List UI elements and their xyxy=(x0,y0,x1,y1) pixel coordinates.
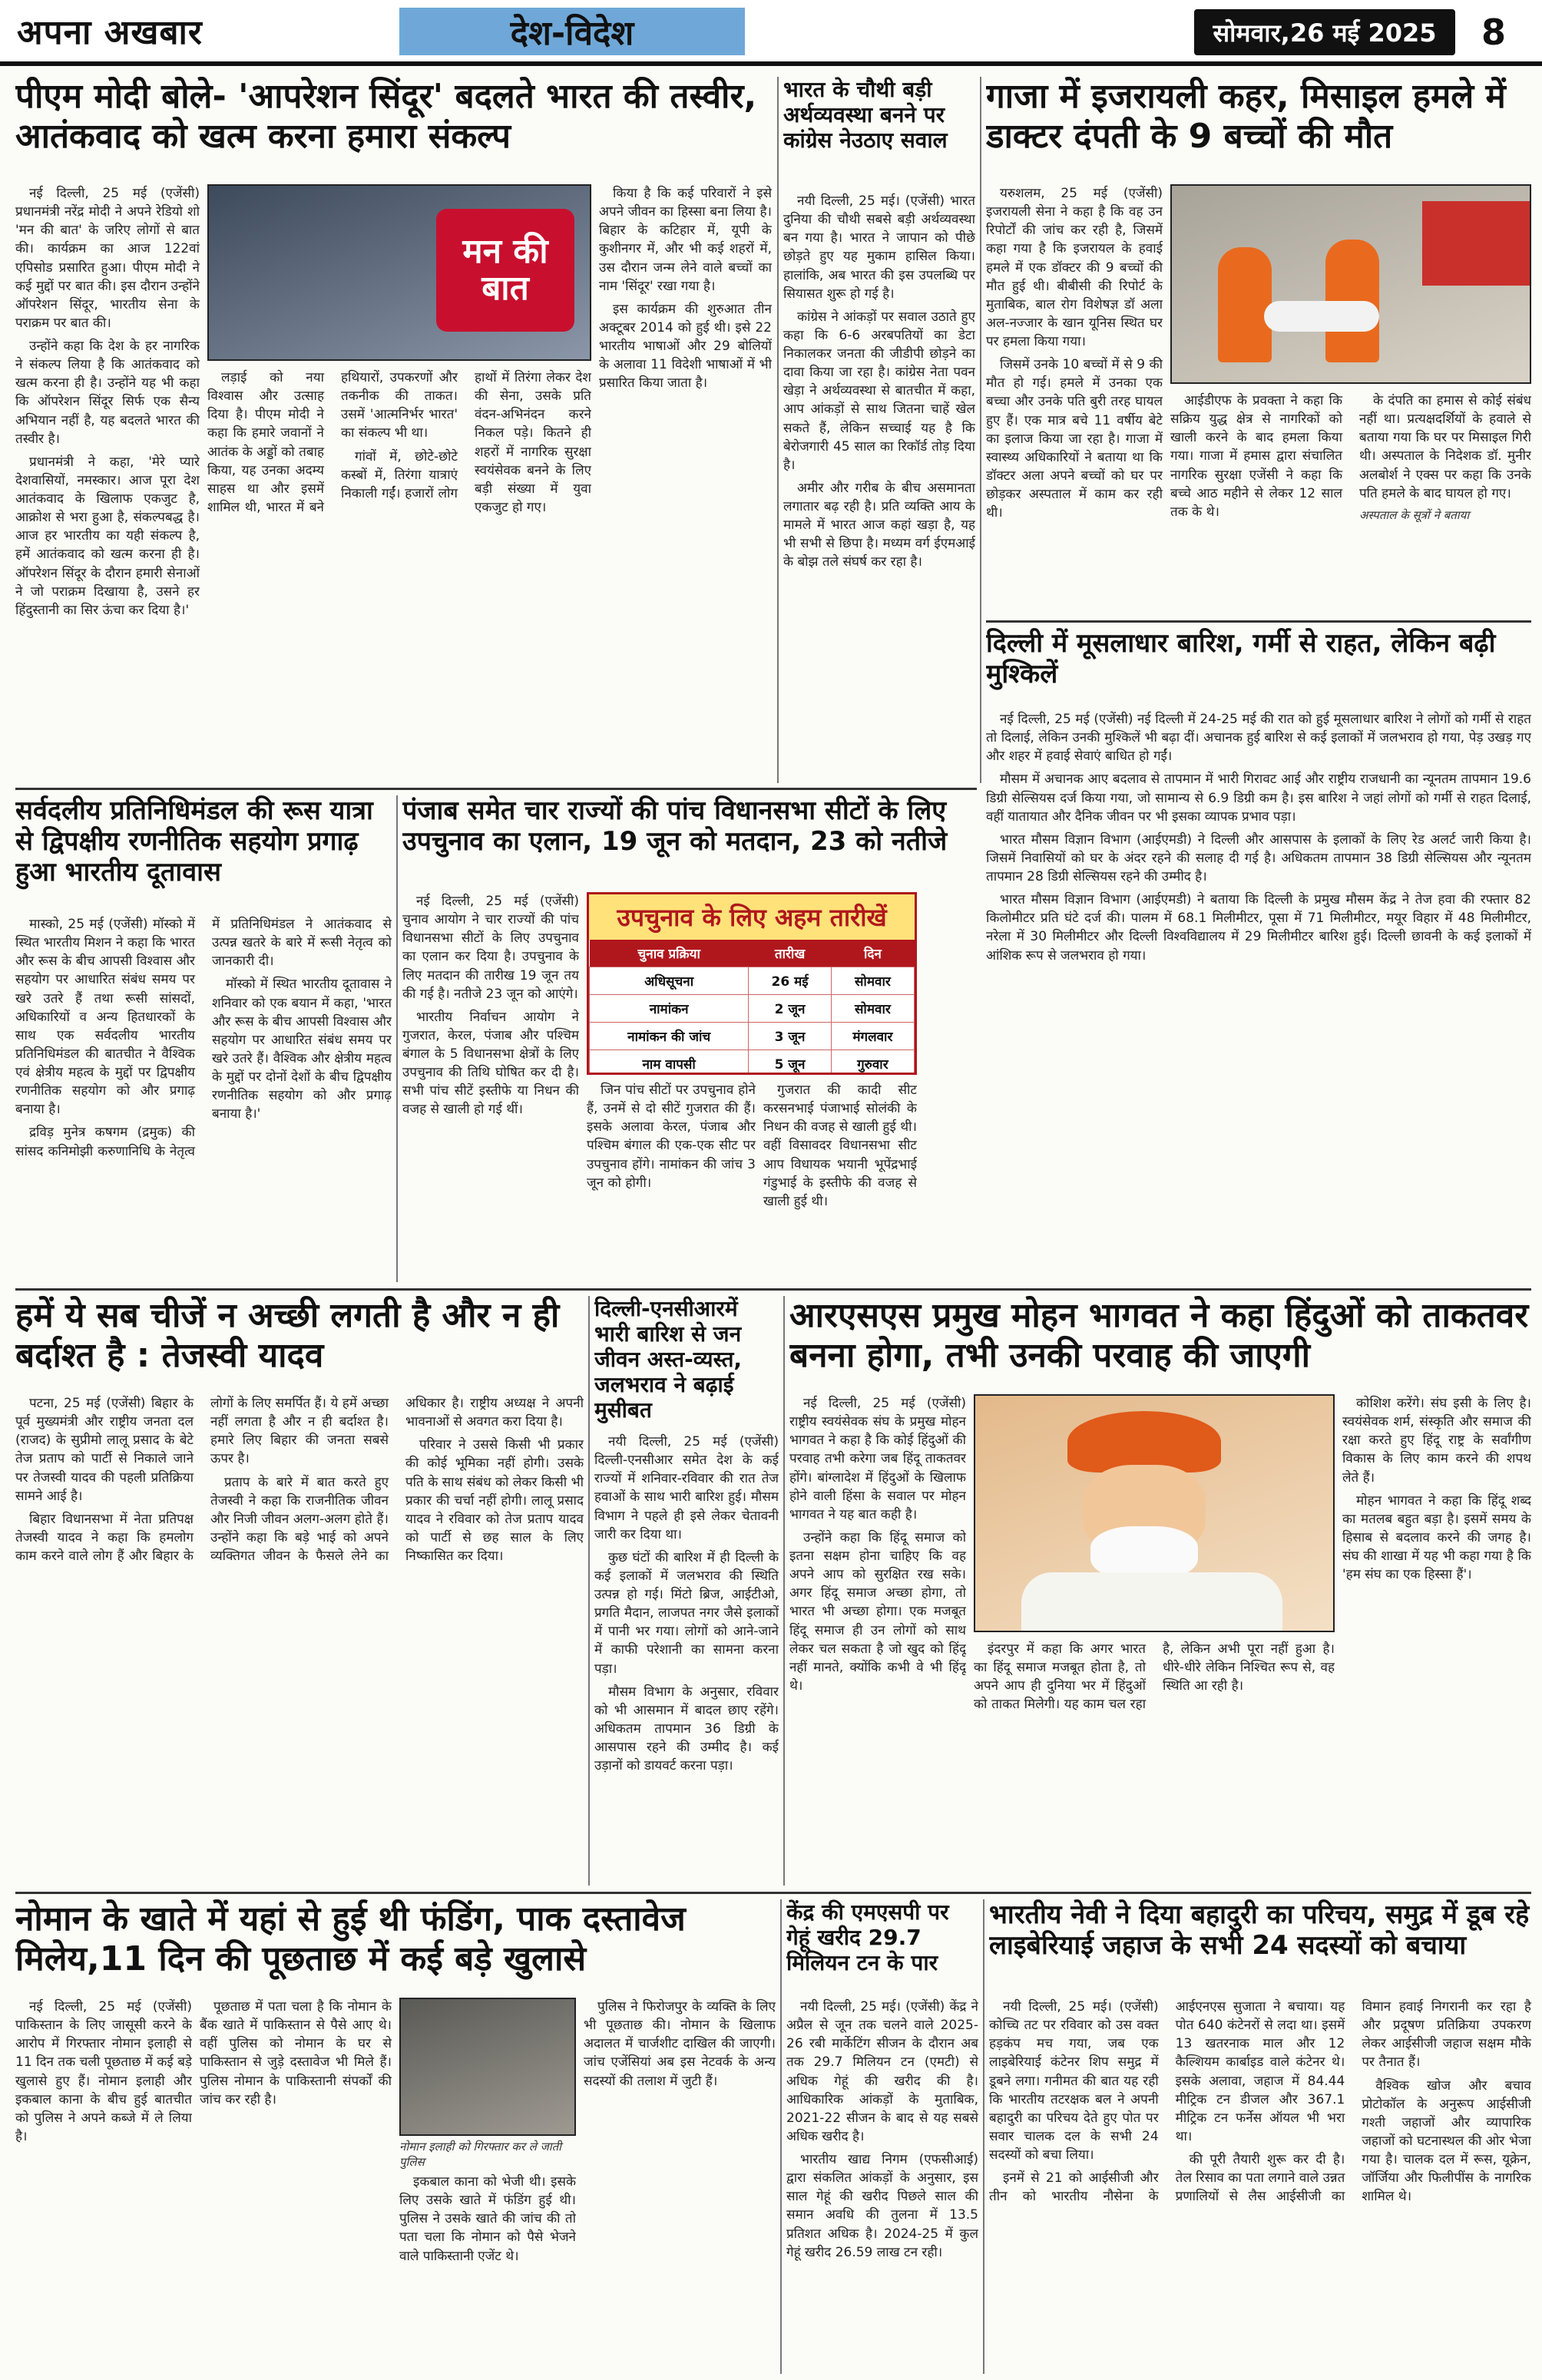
table-cell: 5 जून xyxy=(749,1050,831,1076)
bypoll-body-col2 xyxy=(587,1081,756,1282)
delhi-rain-body xyxy=(986,710,1531,1282)
economy-headline: भारत के चौथी बड़ी अर्थव्यवस्था बनने पर कांग्रेस नेउठाए सवाल xyxy=(783,77,948,154)
wheat-body xyxy=(786,1998,978,2374)
modi-para: उन्होंने कहा कि देश के हर नागरिक ने संकल्प लिया है कि आतंकवाद को खत्म करना ही है। उन्होंने यह भी कहा कि ऑपरेशन सिंदूर सिर्फ एक सैन्य अभियान नहीं है, यह बदलते भारत की तस्वीर है। xyxy=(15,339,200,447)
bhagwat-body-cols xyxy=(974,1640,1335,1886)
bypoll-para: नई दिल्ली, 25 मई (एजेंसी) चुनाव आयोग ने चार राज्यों की पांच विधानसभा सीटों के लिए उपचुनाव का एलान कर दिया है। उपचुनाव के लिए मतदान की तारीख 19 जून तय की गई है। नतीजे 23 जून को आएंगे। xyxy=(402,894,579,1002)
tejashwi-para: प्रताप के बारे में बात करते हुए तेजस्वी ने कहा कि राजनीतिक जीवन और निजी जीवन अलग-अलग होते हैं। उन्होंने कहा कि बड़े भाई को अपने व्यक्तिगत जीवन के फैसले लेने का अधिकार है। राष्ट्रीय अध्यक्ष ने अपनी भावनाओं से अवगत करा दिया है। xyxy=(210,1396,584,1564)
gaza-para: आईडीएफ के प्रवक्ता ने कहा कि सक्रिय युद्ध क्षेत्र से नागरिकों को खाली करने के बाद हमला किया गया। गाजा में हमास द्वारा संचालित नागरिक सुरक्षा एजेंसी ने कहा कि बच्चे आठ महीने से लेकर 12 साल तक के थे। xyxy=(1170,393,1342,520)
tejashwi-para: पटना, 25 मई (एजेंसी) बिहार के पूर्व मुख्यमंत्री और राष्ट्रीय जनता दल (राजद) के सुप्रीमो लालू प्रसाद के बेटे तेज प्रताप को पार्टी से निकाले जाने पर तेजस्वी यादव की पहली प्रतिक्रिया सामने आई है। xyxy=(15,1396,194,1504)
fire-truck xyxy=(1422,201,1530,286)
column-rule xyxy=(780,1899,782,2374)
navy-para: वैश्विक खोज और बचाव प्रोटोकॉल के अनुरूप आईसीजी गश्ती जहाजों और व्यापारिक जहाजों को घटनास्थल की ओर भेजा गया है। चालक दल में रूस, यूक्रेन, जॉर्जिया और फिलीपींस के नागरिक शामिल थे। xyxy=(1362,2078,1531,2205)
bhagwat-para: मोहन भागवत ने कहा कि हिंदू शब्द का मतलब बहुत बड़ा है। इसमें समय के हिसाब से बदलाव करने की जगह है। संघ की शाखा में यह भी कहा गया है कि 'हम संघ का एक हिस्सा हैं'। xyxy=(1342,1492,1531,1583)
modi-para: लड़ाई को नया विश्वास और उत्साह दिया है। पीएम मोदी ने कहा कि हमारे जवानों ने आतंक के अड्डों को तबाह किया, यह उनका अदम्य साहस था और इसमें शामिल थी, भारत में बने हथियारों, उपकरणों और तकनीक की ताकत। उसमें 'आत्मनिर्भर भारत' का संकल्प भी था। xyxy=(207,370,458,515)
delegation-para: मास्को, 25 मई (एजेंसी) मॉस्को में स्थित भारतीय मिशन ने कहा कि भारत और रूस के बीच आपसी विश्वास और सहयोग पर आधारित संबंध समय पर खरे उतरे हैं तथा रूसी सांसदों, अधिकारियों व अन्य हितधारकों के साथ एक सर्वदलीय भारतीय प्रतिनिधिमंडल की बातचीत ने वैश्विक एवं क्षेत्रीय महत्व के मुद्दों पर द्विपक्षीय रणनीतिक सहयोग को और प्रगाढ़ बनाया है। xyxy=(15,917,195,1118)
noman-headline: नोमान के खाते में यहां से हुई थी फंडिंग, पाक दस्तावेज मिलेय,11 दिन की पूछताछ में कई बड़े खुलासे xyxy=(15,1899,686,1978)
bhagwat-para: उन्होंने कहा कि हिंदू समाज को इतना सक्षम होना चाहिए कि वह अपने आप को सुरक्षित रख सके। अगर हिंदू समाज अच्छा होगा, तो भारत भी अच्छा होगा। एक मजबूत हिंदू समाज ही उन लोगों को साथ लेकर चल सकता है जो खुद को हिंदू नहीं मानते, क्योंकि कभी वे भी हिंदू थे। xyxy=(789,1529,966,1694)
table-cell: सोमवार xyxy=(831,967,914,995)
delhi-ncr-body xyxy=(594,1433,779,1886)
navy-para: नयी दिल्ली, 25 मई। (एजेंसी) कोच्चि तट पर रविवार को उस वक्त हड़कंप मच गया, जब एक लाइबेरियाई कंटेनर शिप समुद्र में डूबने लगा। गनीमत की बात यह रही कि भारतीय तटरक्षक बल ने अपनी बहादुरी का परिचय देते हुए पोत पर सवार चालक दल के सभी 24 सदस्यों को बचा लिया। xyxy=(989,1999,1159,2163)
modi-body-col4 xyxy=(599,184,772,783)
table-row xyxy=(590,1050,915,1076)
noman-body-col3 xyxy=(399,2173,576,2374)
table-cell: सोमवार xyxy=(831,995,914,1023)
election-dates-box xyxy=(587,892,917,1075)
noman-caption: नोमान इलाही को गिरफ्तार कर ले जाती पुलिस xyxy=(399,2140,562,2169)
column-rule xyxy=(983,1899,984,2374)
delhi-rain-para: मौसम में अचानक आए बदलाव से तापमान में भारी गिरावट आई और राष्ट्रीय राजधानी का न्यूनतम तापमान 19.6 डिग्री सेल्सियस दर्ज किया गया, जो सामान्य से 6.9 डिग्री कम है। इस बारिश ने जहां लोगों को गर्मी से राहत दिलाई, वहीं यातायात और दैनिक जीवन पर भी इसका व्यापक प्रभाव पड़ा। xyxy=(986,772,1531,825)
noman-para: पुलिस ने फिरोजपुर के व्यक्ति के लिए भी पूछताछ की। नोमान के खिलाफ अदालत में चार्जशीट दाखिल की जाएगी। जांच एजेंसियां अब इस नेटवर्क के अन्य सदस्यों की तलाश में जुटी हैं। xyxy=(584,1999,776,2089)
bypoll-body-col4 xyxy=(925,892,978,1282)
date-box: सोमवार,26 मई 2025 xyxy=(1194,9,1455,55)
bypoll-headline: पंजाब समेत चार राज्यों की पांच विधानसभा सीटों के लिए उपचुनाव का एलान, 19 जून को मतदान, 23 को नतीजे xyxy=(402,795,948,858)
navy-para: इनमें से 21 को आईसीजी और तीन को भारतीय नौसेना के आईएनएस सुजाता ने बचाया। यह पोत 640 कंटेनरों से लदा था। इसमें 13 खतरनाक माल और 12 कैल्शियम कार्बाइड वाले कंटेनर थे। इसके अलावा, जहाज में 84.44 मीट्रिक टन डीजल और 367.1 मीट्रिक टन फर्नेस ऑयल भी भरा था। xyxy=(989,1999,1345,2205)
table-cell: 26 मई xyxy=(749,967,831,995)
noman-photo xyxy=(399,1998,576,2136)
table-header-row xyxy=(590,940,915,967)
bypoll-para: गुजरात की कादी सीट करसनभाई पंजाभाई सोलंकी के निधन की वजह से खाली हुई थी। वहीं विसावदर विधानसभा सीट आप विधायक भयानी भूपेंद्रभाई गंडुभाई के इस्तीफे की वजह से खाली हुई थी। xyxy=(763,1083,917,1209)
tejashwi-para: परिवार ने उससे किसी भी प्रकार की कोई भूमिका नहीं होगी। उसके पति के साथ संबंध को लेकर किसी भी प्रकार की चर्चा नहीं होगी। लालू प्रसाद यादव ने रविवार को तेज प्रताप यादव को पार्टी से छह साल के लिए निष्कासित कर दिया। xyxy=(405,1437,584,1564)
bhagwat-para: कोशिश करेंगे। संघ इसी के लिए है। स्वयंसेवक शर्म, संस्कृति और समाज की रक्षा करते हुए हिंदू राष्ट्र के सर्वांगीण विकास के लिए काम करने की शपथ लेते हैं। xyxy=(1342,1396,1531,1486)
delegation-headline: सर्वदलीय प्रतिनिधिमंडल की रूस यात्रा से द्विपक्षीय रणनीतिक सहयोग प्रगाढ़ हुआ भारतीय दूतावास xyxy=(15,795,373,888)
bhagwat-para: नई दिल्ली, 25 मई (एजेंसी) राष्ट्रीय स्वयंसेवक संघ के प्रमुख मोहन भागवत ने कहा है कि कोई हिंदुओं की परवाह तभी करेगा जब हिंदू ताकतवर होंगे। बांग्लादेश में हिंदुओं के खिलाफ होने वाली हिंसा के सवाल पर मोहन भागवत ने यह बात कही है। xyxy=(789,1396,966,1522)
delegation-body xyxy=(15,915,392,1282)
section-tab: देश-विदेश xyxy=(399,8,745,55)
section-rule xyxy=(15,788,977,790)
table-header: चुनाव प्रक्रिया xyxy=(590,940,749,967)
table-header: दिन xyxy=(831,940,914,967)
economy-para: नयी दिल्ली, 25 मई। (एजेंसी) भारत दुनिया की चौथी सबसे बड़ी अर्थव्यवस्था बन गया है। भारत ने जापान को पीछे छोड़ते हुए यह मुकाम हासिल किया। हालांकि, अब भारत की इस उपलब्धि पर सियासत शुरू हो गई है। xyxy=(783,193,975,302)
modi-photo xyxy=(207,184,591,361)
modi-para: इस कार्यक्रम की शुरुआत तीन अक्टूबर 2014 को हुई थी। इसे 22 भारतीय भाषाओं और 29 बोलियों के अलावा 11 विदेशी भाषाओं में भी प्रसारित किया जाता है। xyxy=(599,301,772,392)
tejashwi-body xyxy=(15,1394,584,1886)
gaza-para: जिसमें उनके 10 बच्चों में से 9 की मौत हो गई। हमले में उनका एक बच्चा और उनके पति बुरी तरह घायल हुए हैं। एक मात्र बचे 11 वर्षीय बेटे का इलाज किया जा रहा है। गाजा में स्वास्थ्य अधिकारियों ने बताया था कि डॉक्टर अला अपने बच्चों को घर पर छोड़कर अस्पताल में काम कर रही थी। xyxy=(986,357,1163,521)
table-cell: नामांकन xyxy=(590,995,749,1023)
wheat-headline: केंद्र की एमएसपी पर गेहूं खरीद 29.7 मिलियन टन के पार xyxy=(786,1899,949,1976)
table-row xyxy=(590,1023,915,1050)
delhi-rain-para: नई दिल्ली, 25 मई (एजेंसी) नई दिल्ली में 24-25 मई की रात को हुई मूसलाधार बारिश ने लोगों को गर्मी से राहत तो दिलाई, लेकिन उनकी मुश्किलें भी बढ़ा दीं। अचानक हुई बारिश से कई इलाकों में जलभराव हो गया, पेड़ उखड़ गए और शहर में हवाई सेवाएं बाधित हो गईं। xyxy=(986,712,1531,765)
table-row xyxy=(590,995,915,1023)
gaza-para: यरुशलम, 25 मई (एजेंसी) इजरायली सेना ने कहा है कि वह उन रिपोर्टों की जांच कर रही है, जिसमें कहा गया है कि इजरायल के हवाई हमले में एक डॉक्टर की 9 बच्चों की मौत हुई थी। बीबीसी की रिपोर्ट के मुताबिक, बाल रोग विशेषज्ञ डॉ अला अल-नज्जार के खान यूनिस स्थित घर पर हमला किया गया। xyxy=(986,186,1163,349)
column-rule xyxy=(588,1296,590,1886)
election-dates-table xyxy=(589,940,915,1075)
gaza-caption: अस्पताल के सूत्रों ने बताया xyxy=(1359,507,1470,522)
section-rule xyxy=(15,1892,1531,1894)
modi-body-cols xyxy=(207,369,591,783)
table-cell: 3 जून xyxy=(749,1023,831,1050)
table-cell: मंगलवार xyxy=(831,1023,914,1050)
delhi-ncr-para: नयी दिल्ली, 25 मई (एजेंसी) दिल्ली-एनसीआर समेत देश के कई राज्यों में शनिवार-रविवार की रात तेज हवाओं के साथ भारी बारिश हुई। मौसम विभाग ने पहले ही इसे लेकर चेतावनी जारी कर दिया था। xyxy=(594,1434,779,1542)
bhagwat-body-col4 xyxy=(1342,1394,1531,1886)
gaza-body-col1 xyxy=(986,184,1163,614)
noman-body-col1 xyxy=(15,1998,192,2374)
navy-headline: भारतीय नेवी ने दिया बहादुरी का परिचय, समुद्र में डूब रहे लाइबेरियाई जहाज के सभी 24 सदस्यों को बचाया xyxy=(989,1899,1530,1962)
navy-para: की पूरी तैयारी शुरू कर दी है। तेल रिसाव का पता लगाने वाले उन्नत प्रणालियों से लैस आईसीजी का विमान हवाई निगरानी कर रहा है और प्रदूषण प्रतिक्रिया उपकरण लेकर आईसीजी जहाज सक्षम मौके पर तैनात हैं। xyxy=(1175,1999,1531,2205)
noman-para: नई दिल्ली, 25 मई (एजेंसी) पाकिस्तान के लिए जासूसी करने के आरोप में गिरफ्तार नोमान इलाही से 11 दिन तक चली पूछताछ में कई बड़े खुलासे हुए हैं। नोमान इलाही और इकबाल काना के बीच हुई बातचीत को पुलिस ने अपने कब्जे में ले लिया है। xyxy=(15,1999,192,2144)
tejashwi-headline: हमें ये सब चीजें न अच्छी लगती है और न ही बर्दाश्त है : तेजस्वी यादव xyxy=(15,1296,560,1375)
wheat-para: भारतीय खाद्य निगम (एफसीआई) द्वारा संकलित आंकड़ों के अनुसार, इस साल गेहूं की खरीद पिछले साल की समान अवधि की तुलना में 13.5 प्रतिशत अधिक है। 2024-25 में कुल गेहूं खरीद 26.59 लाख टन रही। xyxy=(786,2152,978,2260)
turban xyxy=(1067,1411,1221,1473)
modi-para: किया है कि कई परिवारों ने इसे अपने जीवन का हिस्सा बना लिया है। बिहार के कटिहार में, यूपी के कुशीनगर में, और भी कई शहरों में, उस दौरान जन्म लेने वाले बच्चों का नाम 'सिंदूर' रखा गया है। xyxy=(599,186,772,294)
economy-para: अमीर और गरीब के बीच असमानता लगातार बढ़ रही है। प्रति व्यक्ति आय के मामले में भारत आज कहां खड़ा है, यह भी सभी से छिपा है। मध्यम वर्ग ईएमआई के बोझ तले संघर्ष कर रहा है। xyxy=(783,480,975,570)
navy-body xyxy=(989,1998,1531,2374)
delhi-ncr-headline: दिल्ली-एनसीआरमें भारी बारिश से जन जीवन अस्त-व्यस्त, जलभराव ने बढ़ाई मुसीबत xyxy=(594,1296,743,1423)
bypoll-para: जिन पांच सीटों पर उपचुनाव होने हैं, उनमें से दो सीटें गुजरात की हैं। इसके अलावा केरल, पंजाब और पश्चिम बंगाल की एक-एक सीट पर उपचुनाव होंगे। नामांकन की जांच 3 जून को होगी। xyxy=(587,1083,756,1191)
mann-ki-baat-logo: मन की बात xyxy=(436,209,574,332)
delegation-para: द्रविड़ मुनेत्र कषगम (द्रमुक) की सांसद कनिमोझी करुणानिधि के नेतृत्व में प्रतिनिधिमंडल ने आतंकवाद से उत्पन्न खतरे के बारे में रूसी नेतृत्व को जानकारी दी। xyxy=(15,917,392,1159)
stretcher xyxy=(1264,301,1379,332)
table-cell: गुरुवार xyxy=(831,1050,914,1076)
page-number: 8 xyxy=(1481,12,1506,53)
section-rule xyxy=(15,1288,1531,1291)
gaza-headline: गाजा में इजरायली कहर, मिसाइल हमले में डाक्टर दंपती के 9 बच्चों की मौत xyxy=(986,77,1506,156)
delhi-ncr-para: मौसम विभाग के अनुसार, रविवार को भी आसमान में बादल छाए रहेंगे। अधिकतम तापमान 36 डिग्री के आसपास रहने की उम्मीद है। कई उड़ानों को डायवर्ट करना पड़ा। xyxy=(594,1684,779,1774)
modi-para: प्रधानमंत्री ने कहा, 'मेरे प्यारे देशवासियों, नमस्कार। आज पूरा देश आतंकवाद के खिलाफ एकजुट है, आक्रोश से भरा हुआ है, संकल्पबद्ध है। आज हर भारतीय का यही संकल्प है, हमें आतंकवाद को खत्म करना ही है। ऑपरेशन सिंदूर के दौरान हमारी सेनाओं ने जो पराक्रम दिखाया है, उसने हर हिंदुस्तानी का सिर ऊंचा कर दिया है।' xyxy=(15,454,200,618)
bhagwat-photo xyxy=(974,1394,1335,1632)
delhi-rain-headline: दिल्ली में मूसलाधार बारिश, गर्मी से राहत, लेकिन बढ़ी मुश्किलें xyxy=(986,628,1496,690)
modi-headline: पीएम मोदी बोले- 'आपरेशन सिंदूर' बदलते भारत की तस्वीर, आतंकवाद को खत्म करना हमारा संकल्प xyxy=(15,77,757,156)
bypoll-body-col1 xyxy=(402,892,579,1282)
column-rule xyxy=(777,77,779,783)
noman-para: पूछताछ में पता चला है कि नोमान के बैंक खाते में पाकिस्तान से पैसे आए थे। वहीं पुलिस को नोमान के घर से पाकिस्तान से जुड़े दस्तावेज भी मिले हैं। पुलिस नोमान के पाकिस्तानी संपर्कों की जांच कर रही है। xyxy=(200,1999,392,2107)
gaza-para: के दंपति का हमास से कोई संबंध नहीं था। प्रत्यक्षदर्शियों के हवाले से बताया गया कि घर पर मिसाइल गिरी थी। अस्पताल के निदेशक डॉ. मुनीर अलबोर्श ने एक्स पर कहा कि उनके पति हमले के बाद घायल हो गए। xyxy=(1359,393,1531,501)
kurta xyxy=(1021,1572,1282,1632)
modi-para: नई दिल्ली, 25 मई (एजेंसी) प्रधानमंत्री नरेंद्र मोदी ने अपने रेडियो शो 'मन की बात' के जरिए लोगों से बात की। कार्यक्रम का आज 122वां एपिसोड प्रसारित हुआ। पीएम मोदी ने कई मुद्दों पर बात की। इस दौरान उन्होंने ऑपरेशन सिंदूर, भारतीय सेना के पराक्रम पर बात की। xyxy=(15,186,200,331)
delhi-rain-para: भारत मौसम विज्ञान विभाग (आईएमडी) ने बताया कि दिल्ली के प्रमुख मौसम केंद्र ने तेज हवा की रफ्तार 82 किलोमीटर प्रति घंटे दर्ज की। पालम में 68.1 मिलीमीटर, पूसा में 71 मिलीमीटर, मयूर विहार में 48 मिलीमीटर, नरेला में 30 मिलीमीटर और दिल्ली विश्वविद्यालय में 29 मिलीमीटर बारिश हुई। दिल्ली छावनी के कई इलाकों में आंशिक रूप से जलभराव हो गया। xyxy=(986,892,1531,964)
delhi-rain-para: भारत मौसम विज्ञान विभाग (आईएमडी) ने दिल्ली और आसपास के इलाकों के लिए रेड अलर्ट जारी किया है। जिसमें निवासियों को घर के अंदर रहने की सलाह दी गई है। अधिकतम तापमान 38 डिग्री सेल्सियस और न्यूनतम तापमान 28 डिग्री सेल्सियस रहने की उम्मीद है। xyxy=(986,831,1531,884)
tejashwi-para: बिहार विधानसभा में नेता प्रतिपक्ष तेजस्वी यादव ने कहा कि हमलोग काम करने वाले लोग हैं और बिहार के लोगों के लिए समर्पित हैं। ये हमें अच्छा नहीं लगता है और न ही बर्दाश्त है। हमारे लिए बिहार की जनता सबसे ऊपर है। xyxy=(15,1396,389,1564)
rescue-worker xyxy=(1218,247,1272,362)
table-cell: नामांकन की जांच xyxy=(590,1023,749,1050)
noman-body-col4 xyxy=(584,1998,776,2374)
column-rule xyxy=(396,795,398,1282)
modi-body-col1 xyxy=(15,184,200,783)
delhi-ncr-para: कुछ घंटों की बारिश में ही दिल्ली के कई इलाकों में जलभराव की स्थिति उत्पन्न हो गई। मिंटो ब्रिज, आईटीओ, प्रगति मैदान, लाजपत नगर जैसे इलाकों में पानी भर गया। लोगों को आने-जाने में काफी परेशानी का सामना करना पड़ा। xyxy=(594,1549,779,1677)
economy-body xyxy=(783,192,975,783)
section-rule xyxy=(986,620,1531,623)
delegation-para: मॉस्को में स्थित भारतीय दूतावास ने शनिवार को एक बयान में कहा, 'भारत और रूस के बीच आपसी विश्वास और सहयोग पर आधारित संबंध समय पर खरे उतरे हैं। वैश्विक और क्षेत्रीय महत्व के मुद्दों पर दोनों देशों के बीच द्विपक्षीय रणनीतिक सहयोग को और प्रगाढ़ बनाया है।' xyxy=(212,977,392,1122)
column-rule xyxy=(980,77,981,783)
election-dates-title: उपचुनाव के लिए अहम तारीखें xyxy=(589,894,915,940)
table-cell: नाम वापसी xyxy=(590,1050,749,1076)
table-cell: अधिसूचना xyxy=(590,967,749,995)
noman-body-col2 xyxy=(200,1998,392,2374)
bhagwat-para: इंदरपुर में कहा कि अगर भारत का हिंदू समाज मजबूत होता है, तो अपने आप ही दुनिया भर में हिंदुओं को ताकत मिलेगी। यह काम चल रहा है, लेकिन अभी पूरा नहीं हुआ है। धीरे-धीरे लेकिन निश्चित रूप से, वह स्थिति आ रही है। xyxy=(974,1641,1335,1713)
modi-para: गांवों में, छोटे-छोटे कस्बों में, तिरंगा यात्राएं निकाली गईं। हजारों लोग हाथों में तिरंगा लेकर देश की सेना, उसके प्रति वंदन-अभिनंदन करने निकल पड़े। कितने ही शहरों में नागरिक सुरक्षा स्वयंसेवक बनने के लिए बड़ी संख्या में युवा एकजुट हो गए। xyxy=(341,370,591,515)
table-header: तारीख xyxy=(749,940,831,967)
bhagwat-body-col1 xyxy=(789,1394,966,1886)
table-cell: 2 जून xyxy=(749,995,831,1023)
wheat-para: नयी दिल्ली, 25 मई। (एजेंसी) केंद्र ने अप्रैल से जून तक चलने वाले 2025-26 रबी मार्केटिंग सीजन के दौरान अब तक 29.7 मिलियन टन (एमटी) से अधिक गेहूं की खरीद की है। आधिकारिक आंकड़ों के मुताबिक, 2021-22 सीजन के बाद से यह सबसे अधिक खरीद है। xyxy=(786,1999,978,2144)
paper-name: अपना अखबार xyxy=(17,13,203,52)
table-row xyxy=(590,967,915,995)
bypoll-body-col3 xyxy=(763,1081,917,1282)
noman-para: इकबाल काना को भेजी थी। इसके लिए उसके खाते में फंडिंग हुई थी। पुलिस ने उसके खाते की जांच की तो पता चला कि नोमान को पैसे भेजने वाले पाकिस्तानी एजेंट थे। xyxy=(399,2174,576,2264)
column-rule xyxy=(783,1296,785,1886)
gaza-body-cols xyxy=(1170,392,1531,614)
gaza-photo xyxy=(1170,184,1531,384)
bhagwat-headline: आरएसएस प्रमुख मोहन भागवत ने कहा हिंदुओं को ताकतवर बनना होगा, तभी उनकी परवाह की जाएगी xyxy=(789,1296,1529,1375)
economy-para: कांग्रेस ने आंकड़ों पर सवाल उठाते हुए कहा कि 6-6 अरबपतियों का डेटा निकालकर जनता की जीडीपी छोड़ने का दावा किया जा रहा है। कांग्रेस नेता पवन खेड़ा ने अर्थव्यवस्था से बातचीत में कहा, आप आंकड़ों से साथ जितना चाहें खेल सकते हैं, लेकिन सच्चाई यह है कि बेरोजगारी 45 साल का रिकॉर्ड तोड़ दिया है। xyxy=(783,309,975,473)
bypoll-para: भारतीय निर्वाचन आयोग ने गुजरात, केरल, पंजाब और पश्चिम बंगाल के 5 विधानसभा क्षेत्रों के लिए उपचुनाव की तिथि घोषित कर दी है। सभी पांच सीटें इस्तीफे या निधन की वजह से खाली हो गई थीं। xyxy=(402,1009,579,1118)
